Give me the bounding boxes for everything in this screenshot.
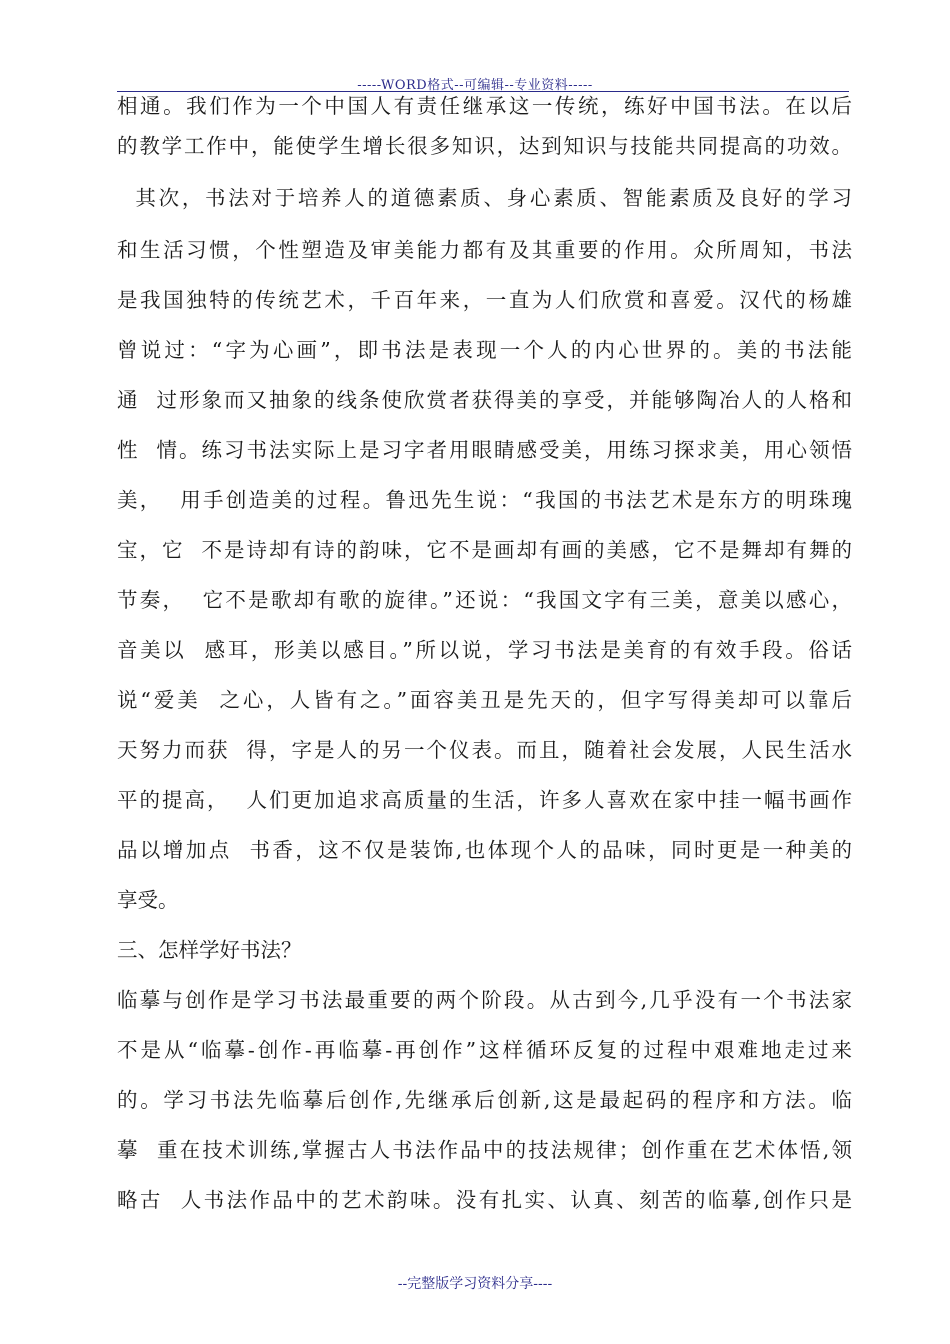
text-line: 的教学工作中，能使学生增长很多知识，达到知识与技能共同提高的功效。 xyxy=(117,134,852,158)
page-footer: --完整版学习资料分享---- xyxy=(397,1276,553,1292)
text-line: 不是从“临摹-创作-再临摹-再创作”这样循环反复的过程中艰难地走过来 xyxy=(117,1038,852,1062)
text-line: 平的提高， 人们更加追求高质量的生活，许多人喜欢在家中挂一幅书画作 xyxy=(117,788,852,812)
text-line: 临摹与创作是学习书法最重要的两个阶段。从古到今,几乎没有一个书法家 xyxy=(117,988,852,1012)
text-line: 说“爱美 之心，人皆有之。”面容美丑是先天的，但字写得美却可以靠后 xyxy=(117,688,852,712)
text-line: 品以增加点 书香，这不仅是装饰,也体现个人的品味，同时更是一种美的 xyxy=(117,838,852,862)
section-heading: 三、怎样学好书法？ xyxy=(117,938,302,962)
text-line: 其次，书法对于培养人的道德素质、身心素质、智能素质及良好的学习 xyxy=(117,186,852,210)
text-line: 音美以 感耳，形美以感目。”所以说，学习书法是美育的有效手段。俗话 xyxy=(117,638,852,662)
page-header: -----WORD格式--可编辑--专业资料----- xyxy=(357,78,593,93)
text-line: 摹 重在技术训练,掌握古人书法作品中的技法规律；创作重在艺术体悟,领 xyxy=(117,1138,852,1162)
text-line: 美， 用手创造美的过程。鲁迅先生说：“我国的书法艺术是东方的明珠瑰 xyxy=(117,488,852,512)
text-line: 通 过形象而又抽象的线条使欣赏者获得美的享受，并能够陶冶人的人格和 xyxy=(117,388,852,412)
text-line: 略古 人书法作品中的艺术韵味。没有扎实、认真、刻苦的临摹,创作只是 xyxy=(117,1188,852,1212)
text-line: 和生活习惯，个性塑造及审美能力都有及其重要的作用。众所周知，书法 xyxy=(117,238,852,262)
text-line: 天努力而获 得，字是人的另一个仪表。而且，随着社会发展，人民生活水 xyxy=(117,738,852,762)
text-line: 曾说过：“字为心画”，即书法是表现一个人的内心世界的。美的书法能 xyxy=(117,338,852,362)
text-line: 宝，它 不是诗却有诗的韵味，它不是画却有画的美感，它不是舞却有舞的 xyxy=(117,538,852,562)
text-line: 是我国独特的传统艺术，千百年来，一直为人们欣赏和喜爱。汉代的杨雄 xyxy=(117,288,852,312)
text-line: 的。学习书法先临摹后创作,先继承后创新,这是最起码的程序和方法。临 xyxy=(117,1088,852,1112)
text-line: 享受。 xyxy=(117,888,179,912)
text-line: 性 情。练习书法实际上是习字者用眼睛感受美，用练习探求美，用心领悟 xyxy=(117,438,852,462)
text-line: 相通。我们作为一个中国人有责任继承这一传统，练好中国书法。在以后 xyxy=(117,94,852,118)
text-line: 节奏， 它不是歌却有歌的旋律。”还说：“我国文字有三美，意美以感心， xyxy=(117,588,852,612)
header-divider xyxy=(117,91,849,92)
